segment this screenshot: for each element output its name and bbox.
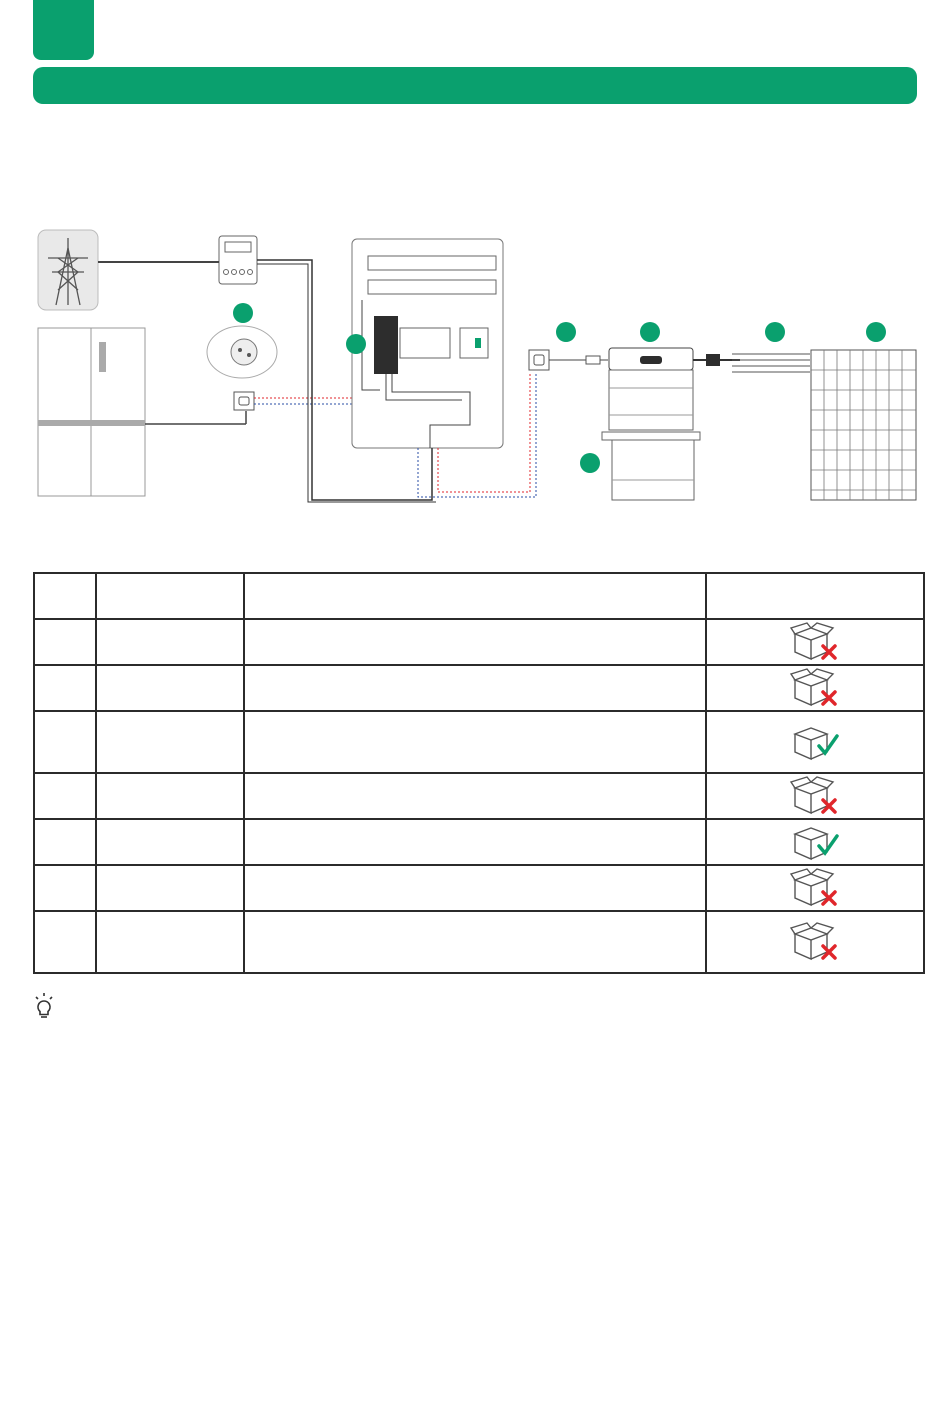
not-included-box-cross-icon [789, 776, 841, 816]
section-header-bar [33, 67, 917, 104]
cell-component [96, 619, 244, 665]
cell-component [96, 911, 244, 973]
cell-number [34, 819, 96, 865]
header-component [96, 573, 244, 619]
cell-number [34, 665, 96, 711]
cell-included [706, 773, 924, 819]
cell-description [244, 619, 706, 665]
not-included-box-cross-icon [789, 868, 841, 908]
callout-marker [346, 334, 366, 354]
header-number [34, 573, 96, 619]
not-included-box-cross-icon [789, 922, 841, 962]
smart-plug-icon [207, 326, 277, 378]
table-row [34, 865, 924, 911]
lightbulb-icon [33, 992, 55, 1022]
distribution-board-icon [352, 239, 503, 448]
cell-description [244, 773, 706, 819]
callout-marker [580, 453, 600, 473]
cell-description [244, 865, 706, 911]
refrigerator-icon [38, 328, 145, 496]
table-row [34, 773, 924, 819]
cell-included [706, 819, 924, 865]
table-row [34, 619, 924, 665]
page-number-tab [33, 0, 94, 60]
cell-component [96, 819, 244, 865]
callout-marker [640, 322, 660, 342]
battery-stack-icon [602, 348, 700, 500]
cell-number [34, 711, 96, 773]
cell-included [706, 911, 924, 973]
cell-number [34, 911, 96, 973]
cell-included [706, 711, 924, 773]
cell-included [706, 619, 924, 665]
cell-description [244, 665, 706, 711]
cell-component [96, 773, 244, 819]
cell-description [244, 819, 706, 865]
table-row [34, 665, 924, 711]
cell-component [96, 711, 244, 773]
table-row [34, 711, 924, 773]
table-row [34, 819, 924, 865]
callout-marker [556, 322, 576, 342]
energy-meter-icon [219, 236, 257, 284]
cell-component [96, 665, 244, 711]
cell-number [34, 865, 96, 911]
cell-included [706, 665, 924, 711]
cell-description [244, 711, 706, 773]
system-wiring-diagram [0, 220, 950, 520]
callout-marker [866, 322, 886, 342]
table-row [34, 911, 924, 973]
components-table [33, 572, 925, 974]
cell-number [34, 619, 96, 665]
solar-panel-icon [811, 350, 916, 500]
not-included-box-cross-icon [789, 622, 841, 662]
cell-component [96, 865, 244, 911]
header-included [706, 573, 924, 619]
included-box-check-icon [789, 722, 841, 762]
included-box-check-icon [789, 822, 841, 862]
cell-included [706, 865, 924, 911]
callout-marker [233, 303, 253, 323]
cell-description [244, 911, 706, 973]
tip-note [33, 992, 917, 1022]
cell-number [34, 773, 96, 819]
power-grid-pylon-icon [38, 230, 98, 310]
callout-marker [765, 322, 785, 342]
table-header-row [34, 573, 924, 619]
not-included-box-cross-icon [789, 668, 841, 708]
header-description [244, 573, 706, 619]
